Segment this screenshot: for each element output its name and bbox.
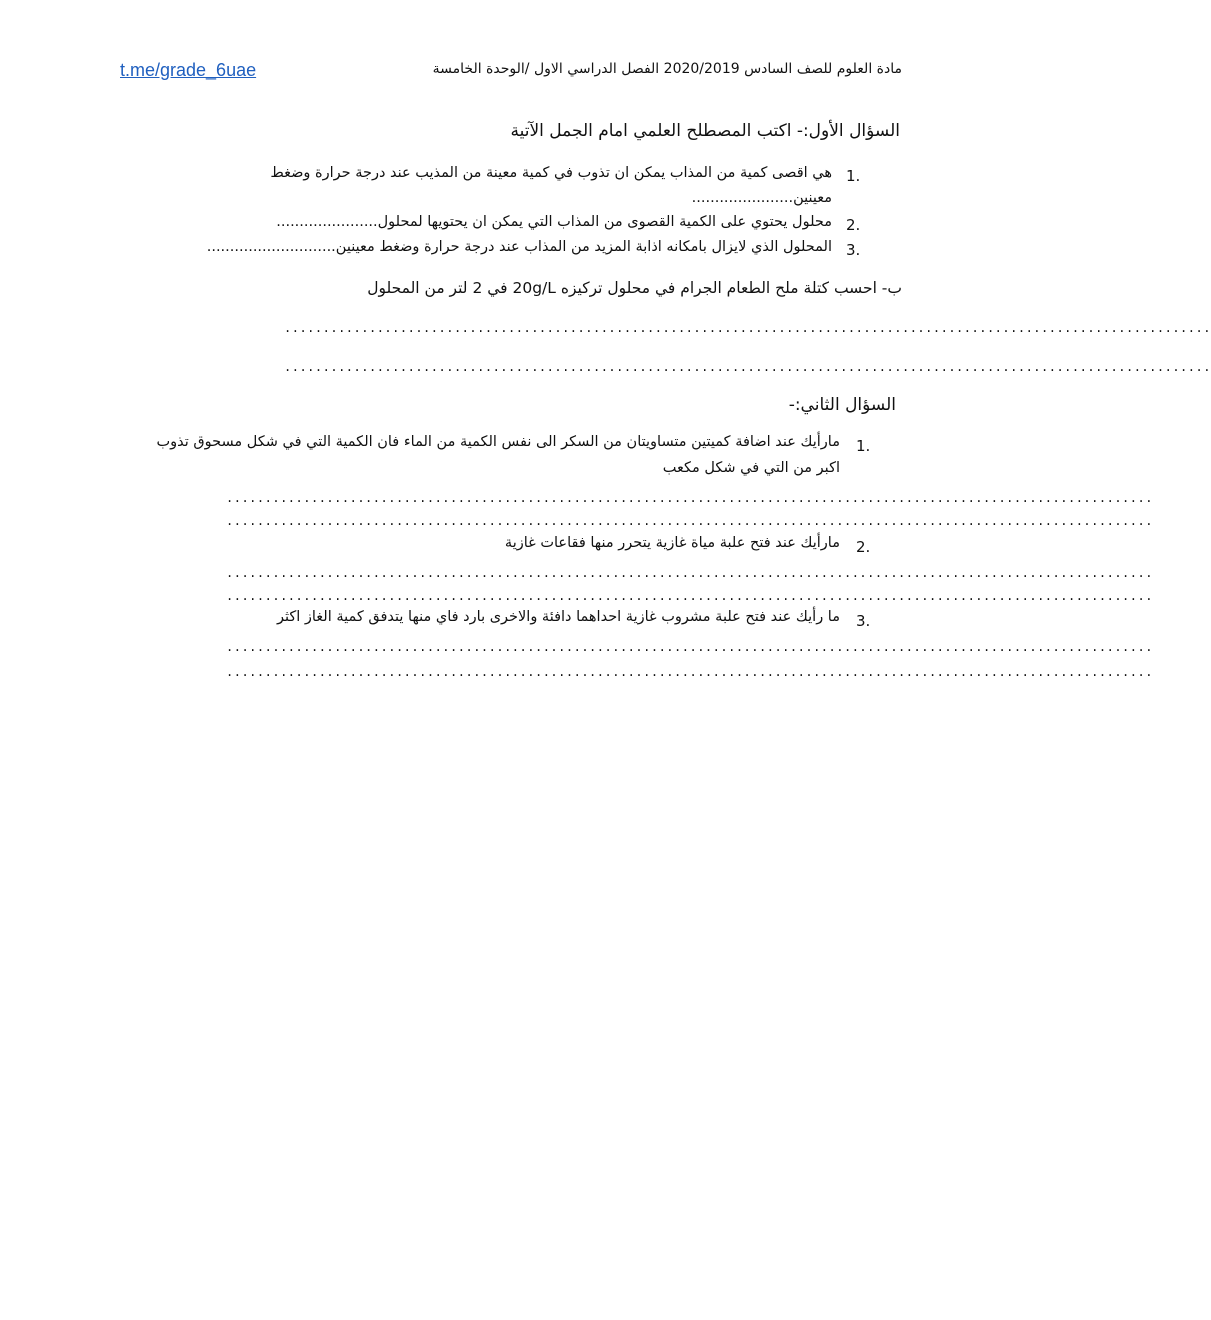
q2-item3-text: ما رأيك عند فتح علبة مشروب غازية احداهما دافئة والاخرى بارد فاي منها يتدفق كمية الغاز اكثر: [276, 609, 840, 625]
question1-title: السؤال الأول:- اكتب المصطلح العلمي امام الجمل الآتية: [510, 121, 900, 141]
q1-item1-number: 1.: [846, 167, 861, 185]
q1-item1-line2: معينين......................: [691, 190, 832, 206]
q2-item1-answer-line-2: ........................................................................................................................: [226, 514, 1153, 528]
q1-item3-number: 3.: [846, 241, 861, 259]
telegram-link[interactable]: t.me/grade_6uae: [120, 60, 257, 80]
q2-item3-answer-line-1: ........................................................................................................................: [226, 640, 1153, 654]
q2-item1-line2: اكبر من التي في شكل مكعب: [662, 460, 840, 476]
q2-item2-number: 2.: [856, 538, 871, 556]
q1-item3-text: المحلول الذي لايزال بامكانه اذابة المزيد من المذاب عند درجة حرارة وضغط معينين............................: [206, 239, 832, 255]
q2-item2-answer-line-1: ........................................................................................................................: [226, 566, 1153, 580]
q1-item2-text: محلول يحتوي على الكمية القصوى من المذاب التي يمكن ان يحتويها لمحلول......................: [276, 214, 832, 230]
q1-partb-text: ب- احسب كتلة ملح الطعام الجرام في محلول تركيزه 20g/L في 2 لتر من المحلول: [367, 279, 902, 297]
question2-title: السؤال الثاني:-: [788, 395, 896, 415]
q2-item2-answer-line-2: ........................................................................................................................: [226, 589, 1153, 603]
q2-item3-number: 3.: [856, 612, 871, 630]
header-title: مادة العلوم للصف السادس 2020/2019 الفصل الدراسي الاول /الوحدة الخامسة: [432, 61, 902, 77]
q2-item3-answer-line-2: ........................................................................................................................: [226, 665, 1153, 679]
q1-item2-number: 2.: [846, 216, 861, 234]
q2-item1-number: 1.: [856, 437, 871, 455]
q1-answer-line-1: ........................................................................................................................: [284, 321, 1211, 335]
q1-answer-line-2: ........................................................................................................................: [284, 360, 1211, 374]
q2-item1-line1: مارأيك عند اضافة كميتين متساويتان من السكر الى نفس الكمية من الماء فان الكمية التي في شكل مسحوق تذوب: [156, 434, 840, 450]
q2-item1-answer-line-1: ........................................................................................................................: [226, 491, 1153, 505]
q2-item2-text: مارأيك عند فتح علبة مياة غازية يتحرر منها فقاعات غازية: [504, 535, 840, 551]
q1-item1-line1: هي اقصى كمية من المذاب يمكن ان تذوب في كمية معينة من المذيب عند درجة حرارة وضغط: [270, 165, 832, 181]
